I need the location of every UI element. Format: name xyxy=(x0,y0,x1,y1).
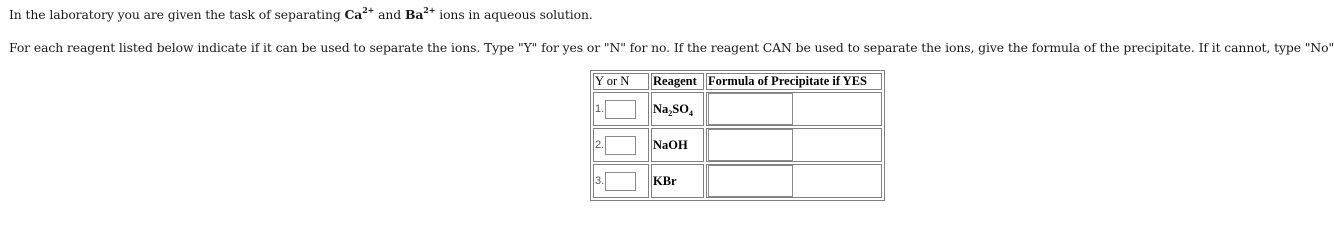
row-2-number: 2. xyxy=(595,138,605,151)
row-2-reagent: NaOH xyxy=(653,137,688,152)
header-reagent: Reagent xyxy=(651,73,704,90)
question-instructions: For each reagent listed below indicate if it can be used to separate the ions. Type "Y" for yes or "N" for no. If the reagent CAN be used to separate the ions, give the formula of the precipitate. If it cannot, type "No" xyxy=(9,40,1334,55)
row-3-yn-cell xyxy=(593,164,649,198)
row-1-formula-input[interactable] xyxy=(708,93,793,125)
ion-calcium-charge: 2+ xyxy=(362,5,375,15)
intro-prefix: In the laboratory you are given the task of separating xyxy=(9,7,345,22)
ion-calcium xyxy=(345,7,375,22)
row-1-yn-input[interactable] xyxy=(605,100,636,119)
question-intro xyxy=(9,7,593,22)
row-1-reagent-main: Na xyxy=(653,101,669,116)
intro-and: and xyxy=(374,7,405,22)
row-1-reagent xyxy=(653,102,693,116)
row-1-reagent-sub1: 2 xyxy=(668,108,673,118)
table-header-row xyxy=(593,73,882,90)
row-1-formula-cell xyxy=(706,92,882,126)
intro-suffix: ions in aqueous solution. xyxy=(435,7,593,22)
ion-barium-symbol: Ba xyxy=(404,7,424,22)
row-1-reagent-mid: SO xyxy=(672,101,689,116)
row-3-formula-input[interactable] xyxy=(708,165,793,197)
header-formula: Formula of Precipitate if YES xyxy=(706,73,882,90)
row-2-formula-cell xyxy=(706,128,882,162)
header-yn: Y or N xyxy=(593,73,649,90)
reagent-table xyxy=(590,70,885,201)
row-1-reagent-cell xyxy=(651,92,704,126)
row-3-reagent-cell xyxy=(651,164,704,198)
row-1-reagent-sub2: 4 xyxy=(688,108,693,118)
table-row xyxy=(593,92,882,126)
row-1-yn-cell xyxy=(593,92,649,126)
row-3-number: 3. xyxy=(595,174,605,187)
table-row xyxy=(593,164,882,198)
ion-calcium-symbol: Ca xyxy=(344,7,363,22)
row-2-formula-input[interactable] xyxy=(708,129,793,161)
row-2-yn-cell xyxy=(593,128,649,162)
row-3-formula-cell xyxy=(706,164,882,198)
row-1-number: 1. xyxy=(595,102,605,115)
row-2-yn-input[interactable] xyxy=(605,136,636,155)
row-3-yn-input[interactable] xyxy=(605,172,636,191)
row-2-reagent-cell xyxy=(651,128,704,162)
ion-barium xyxy=(405,7,435,22)
row-3-reagent: KBr xyxy=(653,173,677,188)
table-row xyxy=(593,128,882,162)
ion-barium-charge: 2+ xyxy=(423,5,436,15)
